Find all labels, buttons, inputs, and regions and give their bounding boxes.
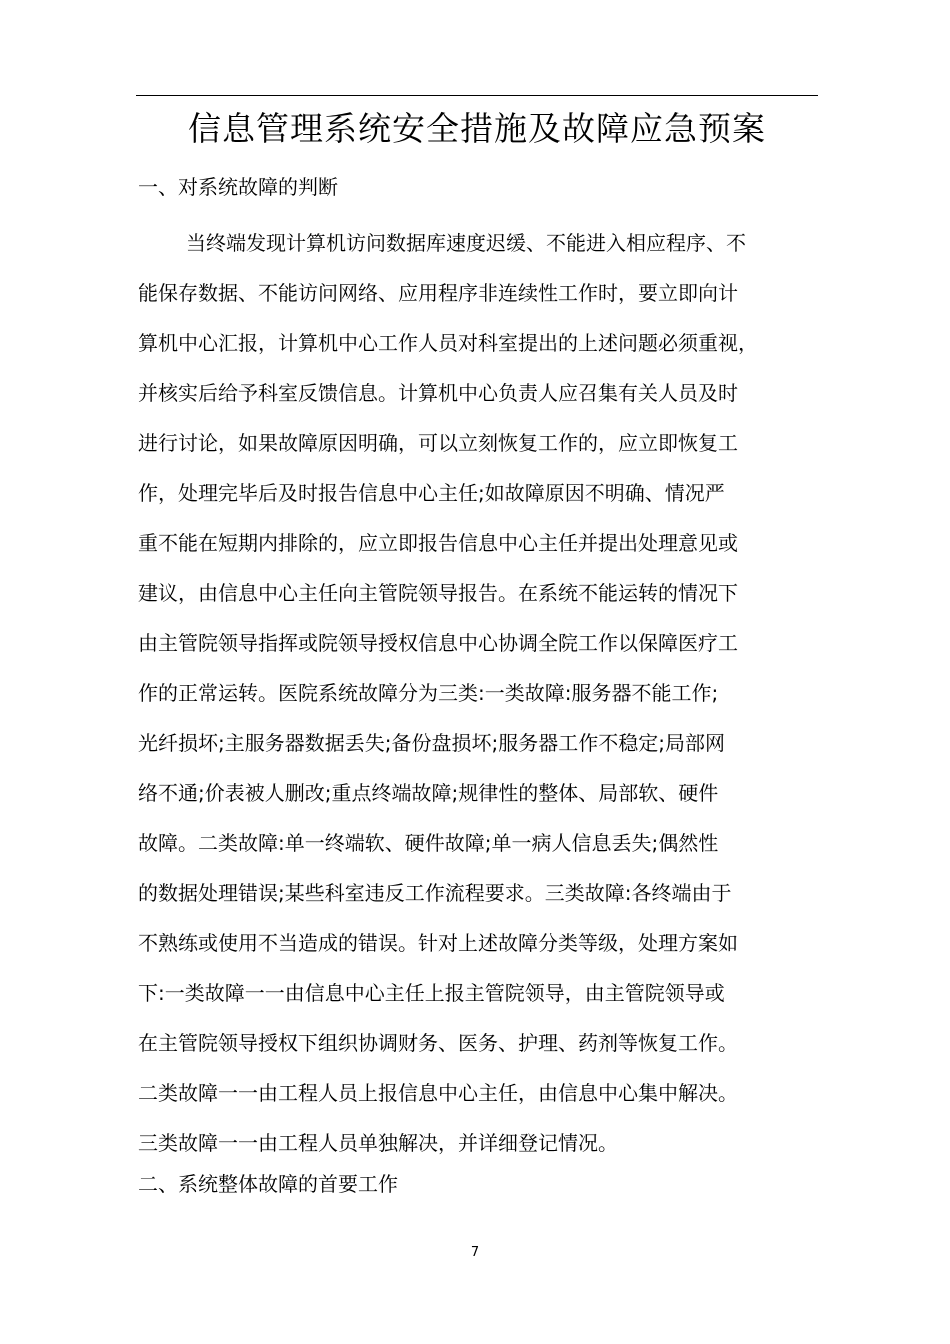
paragraph-line: 重不能在短期内排除的，应立即报告信息中心主任并提出处理意见或	[138, 531, 738, 555]
paragraph-line: 由主管院领导指挥或院领导授权信息中心协调全院工作以保障医疗工	[138, 631, 738, 655]
paragraph-line: 光纤损坏;主服务器数据丢失;备份盘损坏;服务器工作不稳定;局部网	[138, 731, 725, 755]
paragraph-line: 并核实后给予科室反馈信息。计算机中心负责人应召集有关人员及时	[138, 381, 738, 405]
paragraph-line: 三类故障一一由工程人员单独解决，并详细登记情况。	[138, 1131, 618, 1155]
paragraph-line: 二类故障一一由工程人员上报信息中心主任，由信息中心集中解决。	[138, 1081, 738, 1105]
section-1-paragraph	[138, 218, 818, 1168]
section-heading-2: 二、系统整体故障的首要工作	[138, 1172, 398, 1196]
page-number: 7	[470, 1245, 480, 1260]
paragraph-line: 故障。二类故障:单一终端软、硬件故障;单一病人信息丢失;偶然性	[138, 831, 719, 855]
paragraph-line: 建议，由信息中心主任向主管院领导报告。在系统不能运转的情况下	[138, 581, 738, 605]
paragraph-line: 的数据处理错误;某些科室违反工作流程要求。三类故障:各终端由于	[138, 881, 732, 905]
paragraph-line: 算机中心汇报，计算机中心工作人员对科室提出的上述问题必须重视，	[138, 331, 758, 355]
header-rule	[136, 95, 818, 96]
paragraph-line: 作的正常运转。医院系统故障分为三类:一类故障:服务器不能工作;	[138, 681, 719, 705]
paragraph-line: 能保存数据、不能访问网络、应用程序非连续性工作时，要立即向计	[138, 281, 738, 305]
document-title: 信息管理系统安全措施及故障应急预案	[188, 109, 766, 148]
paragraph-line: 在主管院领导授权下组织协调财务、医务、护理、药剂等恢复工作。	[138, 1031, 738, 1055]
paragraph-line: 进行讨论，如果故障原因明确，可以立刻恢复工作的，应立即恢复工	[138, 431, 738, 455]
section-heading-1: 一、对系统故障的判断	[138, 175, 338, 199]
paragraph-line: 下:一类故障一一由信息中心主任上报主管院领导，由主管院领导或	[138, 981, 725, 1005]
paragraph-line: 作，处理完毕后及时报告信息中心主任;如故障原因不明确、情况严	[138, 481, 725, 505]
paragraph-line: 当终端发现计算机访问数据库速度迟缓、不能进入相应程序、不	[186, 231, 746, 255]
paragraph-line: 不熟练或使用不当造成的错误。针对上述故障分类等级，处理方案如	[138, 931, 738, 955]
paragraph-line: 络不通;价表被人删改;重点终端故障;规律性的整体、局部软、硬件	[138, 781, 719, 805]
